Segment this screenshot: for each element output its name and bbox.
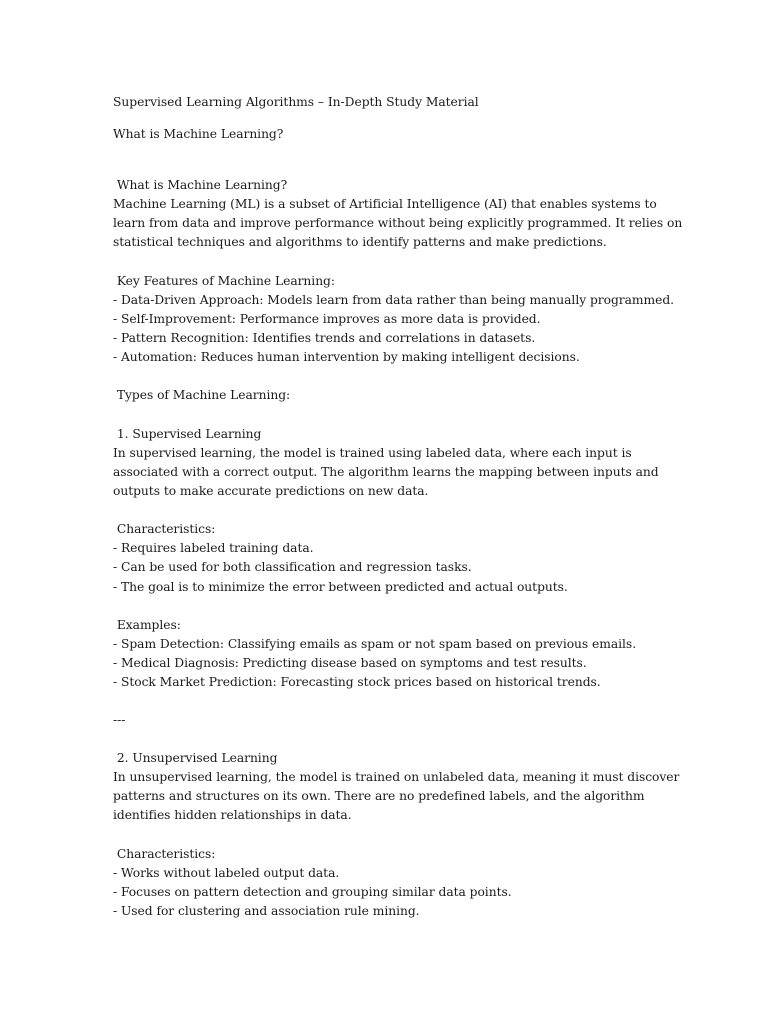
example-item: - Stock Market Prediction: Forecasting stock prices based on historical trends. <box>113 675 601 689</box>
section-separator: --- <box>113 713 126 727</box>
unsupervised-paragraph-line: identifies hidden relationships in data. <box>113 808 352 822</box>
supervised-paragraph-line: associated with a correct output. The algorithm learns the mapping between inputs and <box>113 465 659 479</box>
unsupervised-paragraph-line: patterns and structures on its own. There are no predefined labels, and the algorithm <box>113 789 645 803</box>
unsupervised-paragraph-line: In unsupervised learning, the model is trained on unlabeled data, meaning it must discover <box>113 770 680 784</box>
section-heading-what-is-ml: What is Machine Learning? <box>113 127 284 141</box>
supervised-paragraph-line: In supervised learning, the model is trained using labeled data, where each input is <box>113 446 632 460</box>
supervised-heading: 1. Supervised Learning <box>113 427 262 441</box>
key-feature-item: - Self-Improvement: Performance improves as more data is provided. <box>113 312 541 326</box>
supervised-characteristic-item: - The goal is to minimize the error between predicted and actual outputs. <box>113 580 568 594</box>
key-feature-item: - Data-Driven Approach: Models learn from data rather than being manually programmed. <box>113 293 675 307</box>
intro-heading: What is Machine Learning? <box>113 178 288 192</box>
intro-paragraph-line: statistical techniques and algorithms to identify patterns and make predictions. <box>113 235 607 249</box>
key-feature-item: - Pattern Recognition: Identifies trends and correlations in datasets. <box>113 331 536 345</box>
intro-paragraph-line: Machine Learning (ML) is a subset of Artificial Intelligence (AI) that enables systems to <box>113 197 657 211</box>
intro-paragraph-line: learn from data and improve performance without being explicitly programmed. It relies on <box>113 216 683 230</box>
supervised-paragraph-line: outputs to make accurate predictions on new data. <box>113 484 429 498</box>
unsupervised-characteristic-item: - Used for clustering and association rule mining. <box>113 904 420 918</box>
unsupervised-heading: 2. Unsupervised Learning <box>113 751 278 765</box>
example-item: - Spam Detection: Classifying emails as spam or not spam based on previous emails. <box>113 637 637 651</box>
unsupervised-characteristic-item: - Works without labeled output data. <box>113 866 340 880</box>
types-heading: Types of Machine Learning: <box>113 388 291 402</box>
document-title: Supervised Learning Algorithms – In-Depth Study Material <box>113 95 479 109</box>
examples-heading: Examples: <box>113 618 181 632</box>
key-features-heading: Key Features of Machine Learning: <box>113 274 335 288</box>
supervised-characteristics-heading: Characteristics: <box>113 522 216 536</box>
example-item: - Medical Diagnosis: Predicting disease based on symptoms and test results. <box>113 656 587 670</box>
supervised-characteristic-item: - Requires labeled training data. <box>113 541 314 555</box>
unsupervised-characteristics-heading: Characteristics: <box>113 847 216 861</box>
unsupervised-characteristic-item: - Focuses on pattern detection and grouping similar data points. <box>113 885 512 899</box>
supervised-characteristic-item: - Can be used for both classification and regression tasks. <box>113 560 472 574</box>
key-feature-item: - Automation: Reduces human intervention by making intelligent decisions. <box>113 350 580 364</box>
